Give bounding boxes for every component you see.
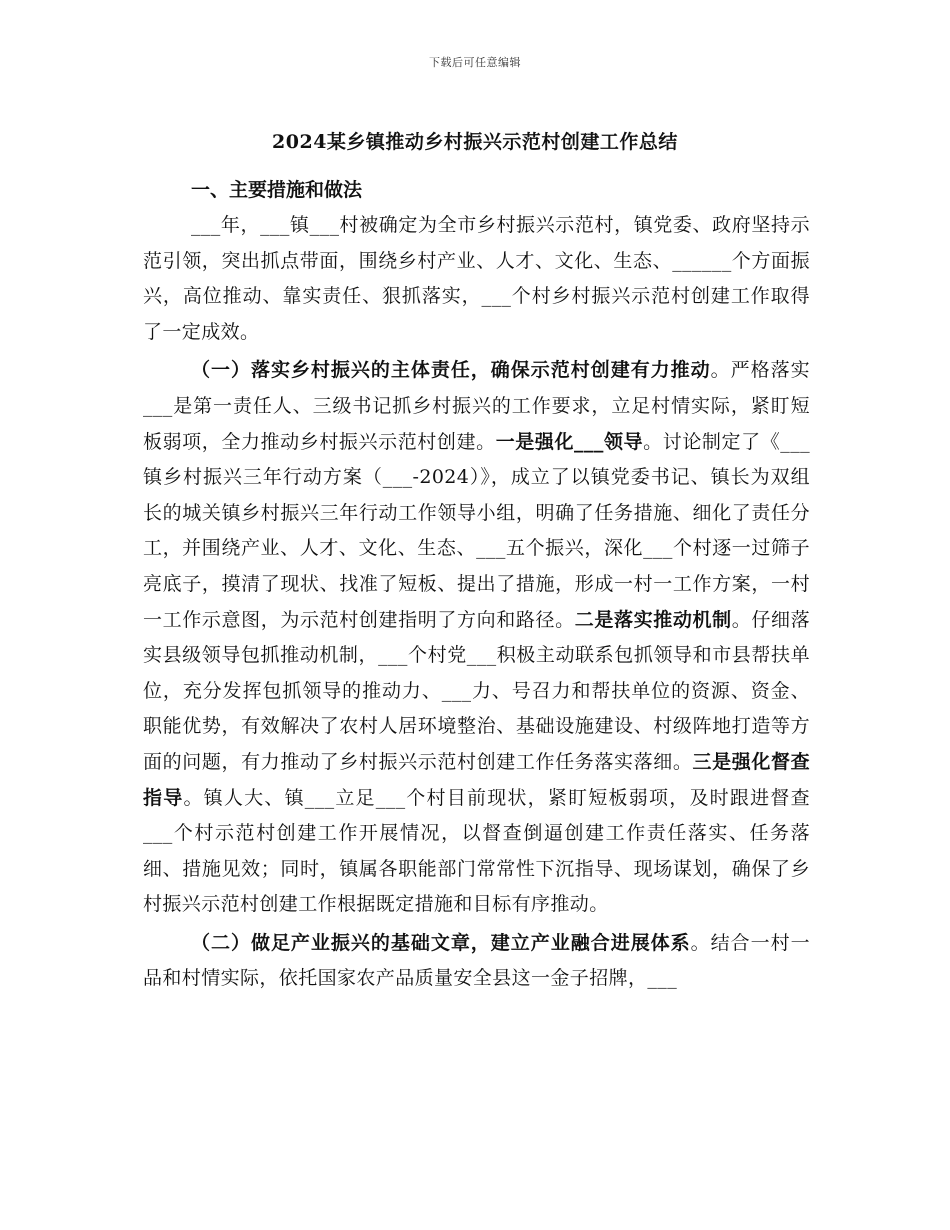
paragraph-one-bold-1: 一是强化___领导 — [495, 430, 644, 453]
intro-paragraph: ___年，___镇___村被确定为全市乡村振兴示范村，镇党委、政府坚持示范引领，突出抓点带面，围绕乡村产业、人才、文化、生态、______个方面振兴，高位推动、靠实责任、狠抓落实，___个村乡村振兴示范村创建工作取得了一定成效。 — [143, 214, 810, 343]
paragraph-one-lead: （一）落实乡村振兴的主体责任，确保示范村创建有力推动 — [191, 359, 711, 382]
paragraph-two-text-1: 。结合一村一品和村情实际，依托国家农产品质量安全县这一金子招牌，___ — [143, 931, 810, 990]
document-body — [143, 172, 810, 997]
paragraph-two — [143, 926, 810, 997]
document-title: 2024某乡镇推动乡村振兴示范村创建工作总结 — [272, 131, 678, 153]
paragraph-two-lead: （二）做足产业振兴的基础文章，建立产业融合进展体系 — [191, 931, 691, 954]
paragraph-one — [143, 353, 810, 923]
paragraph-one-bold-3: 三是强化督查指导 — [143, 750, 811, 809]
paragraph-one-text-2: 。讨论制定了《___镇乡村振兴三年行动方案（___-2024）》，成立了以镇党委书记、镇长为双组长的城关镇乡村振兴三年行动工作领导小组，明确了任务措施、细化了责任分工，并围绕产业、人才、文化、生态、___五个振兴，深化___个村逐一过筛子亮底子，摸清了现状、找准了短板、提出了措施，形成一村一工作方案，一村一工作示意图，为示范村创建指明了方向和路径。 — [143, 430, 810, 631]
paragraph-one-text-1: 。严格落实___是第一责任人、三级书记抓乡村振兴的工作要求，立足村情实际，紧盯短板弱项，全力推动乡村振兴示范村创建。 — [143, 359, 810, 453]
section-heading: 一、主要措施和做法 — [191, 179, 363, 201]
paragraph-one-text-4: 。镇人大、镇___立足___个村目前现状，紧盯短板弱项，及时跟进督查___个村示范村创建工作开展情况，以督查倒逼创建工作责任落实、任务落细、措施见效；同时，镇属各职能部门常常性下沉指导、现场谋划，确保了乡村振兴示范村创建工作根据既定措施和目标有序推动。 — [143, 786, 810, 916]
header-note: 下载后可任意编辑 — [429, 56, 521, 69]
paragraph-one-bold-2: 二是落实推动机制 — [574, 608, 732, 631]
paragraph-one-text-3: 。仔细落实县级领导包抓推动机制，___个村党___积极主动联系包抓领导和市县帮扶单位，充分发挥包抓领导的推动力、___力、号召力和帮扶单位的资源、资金、职能优势，有效解决了农村人居环境整治、基础设施建设、村级阵地打造等方面的问题，有力推动了乡村振兴示范村创建工作任务落实落细。 — [143, 608, 810, 773]
